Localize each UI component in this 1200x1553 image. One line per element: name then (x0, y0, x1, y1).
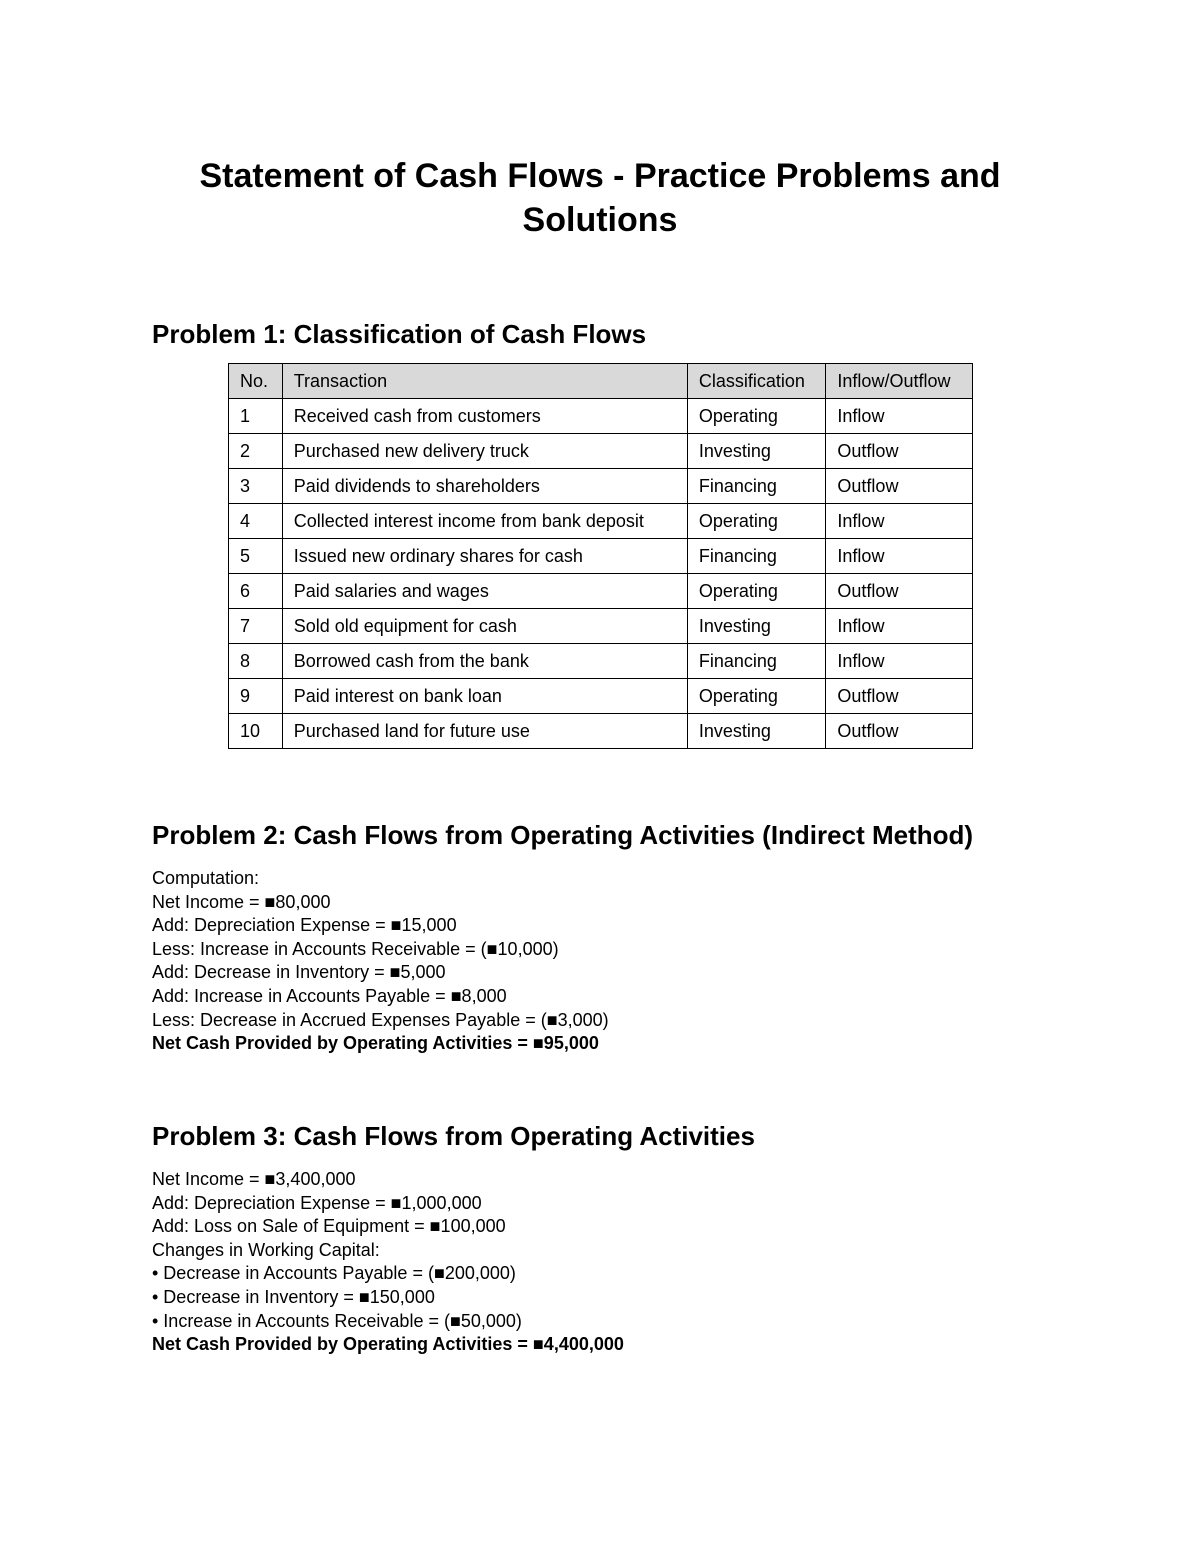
computation-line: Add: Depreciation Expense = ■15,000 (152, 915, 457, 936)
cell-classification: Investing (687, 434, 826, 469)
computation-line: Net Income = ■80,000 (152, 891, 331, 912)
cell-inflow-outflow: Outflow (826, 679, 973, 714)
cell-no: 9 (229, 679, 283, 714)
computation-line: Less: Decrease in Accrued Expenses Payable = (■3,000) (152, 1009, 609, 1030)
cell-classification: Financing (687, 539, 826, 574)
column-header-no: No. (229, 364, 283, 399)
cell-inflow-outflow: Inflow (826, 399, 973, 434)
cell-no: 5 (229, 539, 283, 574)
column-header-transaction: Transaction (282, 364, 687, 399)
classification-table (228, 363, 973, 749)
computation-line: • Decrease in Accounts Payable = (■200,000) (152, 1263, 516, 1284)
table-row (229, 644, 973, 679)
cell-inflow-outflow: Outflow (826, 469, 973, 504)
computation-line: Less: Increase in Accounts Receivable = (■10,000) (152, 938, 559, 959)
cell-transaction: Purchased new delivery truck (282, 434, 687, 469)
table-row (229, 504, 973, 539)
cell-transaction: Collected interest income from bank deposit (282, 504, 687, 539)
cell-classification: Investing (687, 714, 826, 749)
table-row (229, 574, 973, 609)
table-row (229, 469, 973, 504)
cell-transaction: Borrowed cash from the bank (282, 644, 687, 679)
computation-line: Add: Decrease in Inventory = ■5,000 (152, 962, 446, 983)
table-header-row (229, 364, 973, 399)
cell-no: 7 (229, 609, 283, 644)
computation-line: Add: Depreciation Expense = ■1,000,000 (152, 1192, 482, 1213)
cell-inflow-outflow: Inflow (826, 539, 973, 574)
cell-inflow-outflow: Outflow (826, 714, 973, 749)
cell-transaction: Purchased land for future use (282, 714, 687, 749)
page-title (150, 154, 1050, 242)
cell-transaction: Received cash from customers (282, 399, 687, 434)
page-title-line-1: Statement of Cash Flows - Practice Problems and (199, 157, 1001, 195)
computation-line: • Decrease in Inventory = ■150,000 (152, 1286, 435, 1307)
cell-inflow-outflow: Outflow (826, 434, 973, 469)
cell-inflow-outflow: Inflow (826, 644, 973, 679)
cell-no: 4 (229, 504, 283, 539)
problem-3-computation (152, 1168, 624, 1357)
cell-classification: Financing (687, 469, 826, 504)
column-header-inflow-outflow: Inflow/Outflow (826, 364, 973, 399)
cell-no: 10 (229, 714, 283, 749)
problem-2-computation (152, 867, 609, 1056)
cell-classification: Operating (687, 504, 826, 539)
cell-classification: Operating (687, 399, 826, 434)
computation-line: Changes in Working Capital: (152, 1239, 380, 1260)
cell-transaction: Issued new ordinary shares for cash (282, 539, 687, 574)
table-row (229, 539, 973, 574)
table-row (229, 714, 973, 749)
computation-line: Add: Increase in Accounts Payable = ■8,000 (152, 985, 507, 1006)
cell-no: 1 (229, 399, 283, 434)
problem-2-total: Net Cash Provided by Operating Activities = ■95,000 (152, 1033, 599, 1054)
table-row (229, 679, 973, 714)
computation-line: Add: Loss on Sale of Equipment = ■100,000 (152, 1216, 506, 1237)
cell-inflow-outflow: Inflow (826, 504, 973, 539)
table-row (229, 609, 973, 644)
problem-3-heading: Problem 3: Cash Flows from Operating Activities (152, 1121, 755, 1151)
cell-classification: Investing (687, 609, 826, 644)
problem-2-heading: Problem 2: Cash Flows from Operating Activities (Indirect Method) (152, 820, 974, 850)
cell-classification: Operating (687, 574, 826, 609)
cell-classification: Operating (687, 679, 826, 714)
table-row (229, 399, 973, 434)
computation-line: • Increase in Accounts Receivable = (■50,000) (152, 1310, 522, 1331)
cell-transaction: Paid interest on bank loan (282, 679, 687, 714)
column-header-classification: Classification (687, 364, 826, 399)
cell-inflow-outflow: Inflow (826, 609, 973, 644)
cell-no: 3 (229, 469, 283, 504)
computation-line: Net Income = ■3,400,000 (152, 1169, 356, 1189)
cell-no: 2 (229, 434, 283, 469)
cell-no: 6 (229, 574, 283, 609)
cell-transaction: Sold old equipment for cash (282, 609, 687, 644)
page-title-line-2: Solutions (522, 201, 678, 239)
cell-transaction: Paid dividends to shareholders (282, 469, 687, 504)
computation-line: Computation: (152, 868, 260, 888)
problem-3-total: Net Cash Provided by Operating Activities = ■4,400,000 (152, 1334, 624, 1355)
table-row (229, 434, 973, 469)
cell-classification: Financing (687, 644, 826, 679)
cell-inflow-outflow: Outflow (826, 574, 973, 609)
problem-1-heading: Problem 1: Classification of Cash Flows (152, 319, 647, 349)
cell-transaction: Paid salaries and wages (282, 574, 687, 609)
cell-no: 8 (229, 644, 283, 679)
